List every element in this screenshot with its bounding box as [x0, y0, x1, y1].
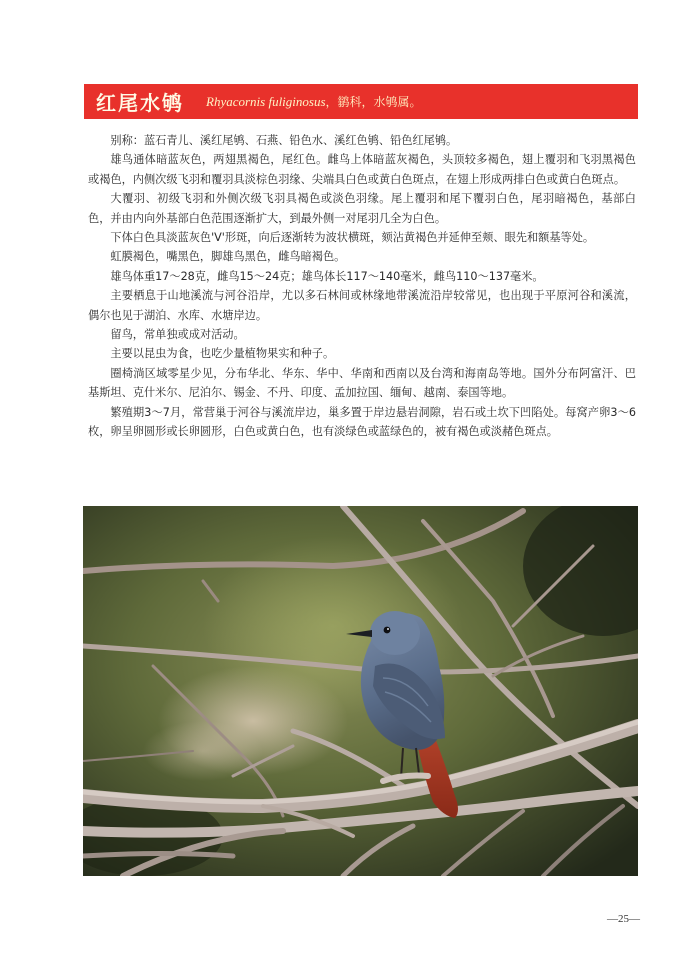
paragraph-bare-parts: 虹膜褐色，嘴黑色，脚雄鸟黑色，雌鸟暗褐色。 — [110, 250, 346, 264]
species-title: 红尾水鸲 — [96, 91, 184, 115]
paragraph-habitat: 主要栖息于山地溪流与河谷沿岸，尤以多石林间或林缘地带溪流沿岸较常见，也出现于平原河谷和溪流，偶尔也见于湖泊、水库、水塘岸边。 — [88, 289, 636, 322]
paragraph-underparts: 下体白色具淡蓝灰色'V'形斑，向后逐渐转为波状横斑，颏沾黄褐色并延伸至颊、眼先和额基等处。 — [110, 231, 595, 245]
paragraph-coverts: 大覆羽、初级飞羽和外侧次级飞羽具褐色或淡色羽缘。尾上覆羽和尾下覆羽白色，尾羽暗褐色，基部白色，并由内向外基部白色范围逐渐扩大，到最外侧一对尾羽几全为白色。 — [88, 192, 636, 225]
paragraph-diet: 主要以昆虫为食，也吃少量植物果实和种子。 — [110, 347, 335, 361]
paragraph-plumage-male-female: 雄鸟通体暗蓝灰色，两翅黑褐色，尾红色。雌鸟上体暗蓝灰褐色，头顶较多褐色，翅上覆羽和飞羽黑褐色或褐色，内侧次级飞羽和覆羽具淡棕色羽缘、尖端具白色或黄白色斑点，在翅上形成两排白色或黄白色斑点。 — [88, 153, 636, 186]
paragraph-measurements: 雄鸟体重17～28克，雌鸟15～24克；雄鸟体长117～140毫米，雌鸟110～137毫米。 — [110, 269, 544, 283]
page-number: —25— — [607, 913, 640, 925]
paragraph-distribution: 圈椅淌区域零星少见，分布华北、华东、华中、华南和西南以及台湾和海南岛等地。国外分布阿富汗、巴基斯坦、克什米尔、尼泊尔、锡金、不丹、印度、孟加拉国、缅甸、越南、泰国等地。 — [88, 366, 636, 400]
paragraph-breeding: 繁殖期3～7月，常营巢于河谷与溪流岸边，巢多置于岸边悬岩洞隙，岩石或土坎下凹陷处。每窝产卵3～6枚，卵呈卵圆形或长卵圆形，白色或黄白色，也有淡绿色或蓝绿色的，被有褐色或淡赭色斑点。 — [88, 405, 636, 439]
paragraph-residency: 留鸟，常单独或成对活动。 — [110, 328, 245, 342]
species-header — [84, 84, 638, 119]
paragraph-aliases: 别称：蓝石青儿、溪红尾鸲、石燕、铅色水、溪红色鸲、铅色红尾鸲。 — [110, 134, 458, 147]
description-text — [88, 131, 636, 442]
family-classification: ，鹟科，水鸲属。 — [325, 95, 422, 109]
latin-name: Rhyacornis fuliginosus — [206, 93, 326, 109]
bird-photo — [83, 506, 638, 876]
